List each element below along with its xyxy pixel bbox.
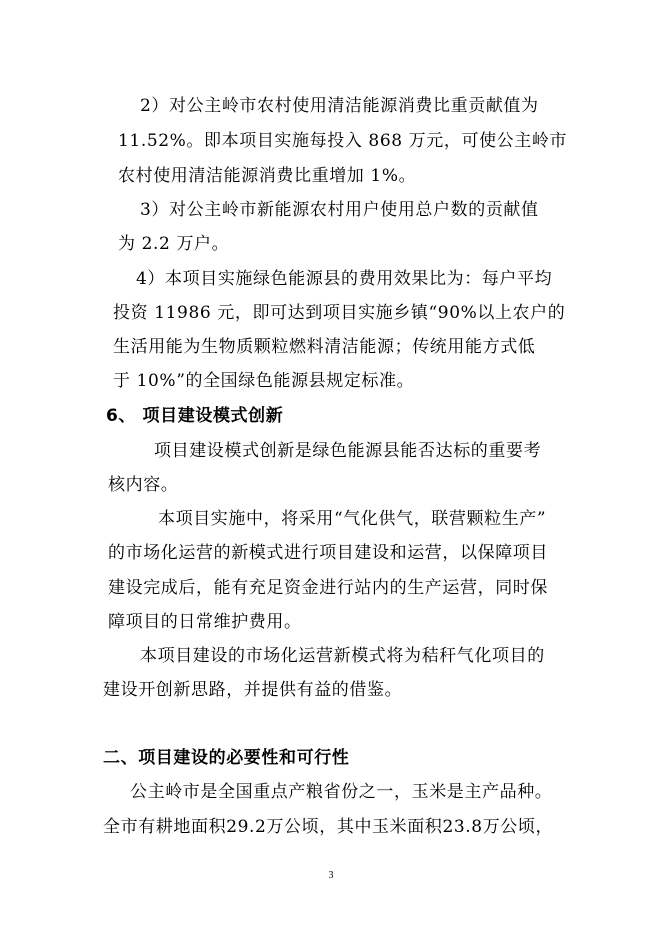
paragraph-line: 项目建设模式创新是绿色能源县能否达标的重要考 [154,441,542,461]
paragraph-line: 4）本项目实施绿色能源县的费用效果比为：每户平均 [136,269,553,289]
paragraph-line: 建设开创新思路，并提供有益的借鉴。 [103,680,403,700]
paragraph-line: 本项目实施中，将采用“气化供气，联营颗粒生产” [158,509,547,529]
paragraph-line: 生活用能为生物质颗粒燃料清洁能源；传统用能方式低 [113,337,536,357]
paragraph-line: 公主岭市是全国重点产粮省份之一，玉米是主产品种。 [130,782,553,802]
page-number: 3 [328,870,334,881]
paragraph-line: 核内容。 [108,475,179,495]
paragraph-line: 为 2.2 万户。 [118,234,230,254]
paragraph-line: 本项目建设的市场化运营新模式将为秸秆气化项目的 [140,646,545,666]
section-heading: 二、项目建设的必要性和可行性 [103,748,350,768]
paragraph-line: 的市场化运营的新模式进行项目建设和运营，以保障项目 [108,543,548,563]
paragraph-line: 于 10%”的全国绿色能源县规定标准。 [113,371,415,391]
paragraph-line: 农村使用清洁能源消费比重增加 1%。 [118,166,417,186]
paragraph-line: 投资 11986 元，即可达到项目实施乡镇“90%以上农户的 [113,303,566,323]
paragraph-line: 3）对公主岭市新能源农村用户使用总户数的贡献值 [140,200,539,220]
paragraph-line: 障项目的日常维护费用。 [108,612,302,632]
paragraph-line: 全市有耕地面积29.2万公顷，其中玉米面积23.8万公顷， [103,817,554,837]
section-heading: 6、 项目建设模式创新 [106,406,284,426]
paragraph-line: 建设完成后，能有充足资金进行站内的生产运营，同时保 [108,578,548,598]
paragraph-line: 2）对公主岭市农村使用清洁能源消费比重贡献值为 [140,96,539,116]
paragraph-line: 11.52%。即本项目实施每投入 868 万元，可使公主岭市 [118,131,568,151]
